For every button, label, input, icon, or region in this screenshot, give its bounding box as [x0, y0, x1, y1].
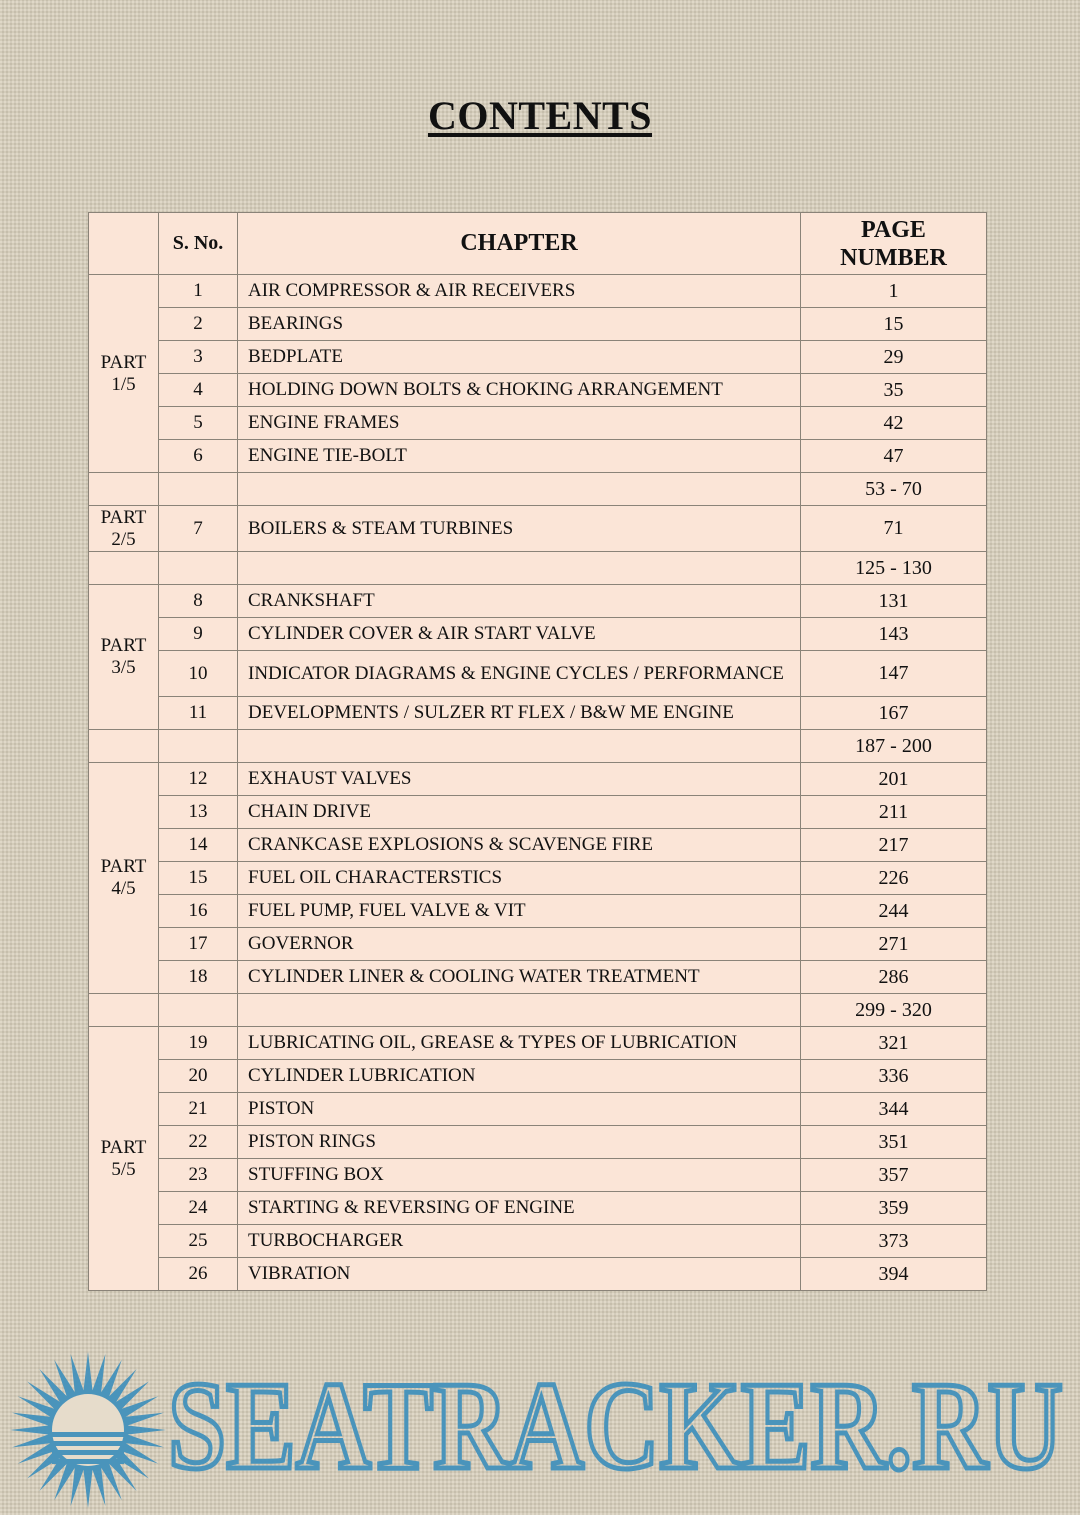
table-row: [89, 275, 987, 308]
table-row: [89, 862, 987, 895]
row-page: 15: [801, 308, 987, 341]
table-row: [89, 585, 987, 618]
table-row: [89, 618, 987, 651]
row-page: 42: [801, 407, 987, 440]
row-chapter: DEVELOPMENTS / SULZER RT FLEX / B&W ME ENGINE: [238, 697, 801, 730]
row-chapter: VIBRATION: [238, 1258, 801, 1291]
row-sno: 24: [159, 1192, 238, 1225]
row-sno: 19: [159, 1027, 238, 1060]
table-row: [89, 440, 987, 473]
page-range: 299 - 320: [801, 994, 987, 1027]
page-range: 187 - 200: [801, 730, 987, 763]
table-row: [89, 796, 987, 829]
table-row: [89, 829, 987, 862]
page-title: CONTENTS: [427, 93, 653, 138]
row-chapter: BEDPLATE: [238, 341, 801, 374]
row-sno: 25: [159, 1225, 238, 1258]
row-sno: 3: [159, 341, 238, 374]
separator-row: [89, 552, 987, 585]
sun-logo-icon: [10, 1352, 166, 1508]
header-sno: S. No.: [159, 213, 238, 275]
row-sno: 17: [159, 928, 238, 961]
row-sno: 1: [159, 275, 238, 308]
row-chapter: PISTON RINGS: [238, 1126, 801, 1159]
separator-row: [89, 994, 987, 1027]
table-row: [89, 407, 987, 440]
row-chapter: STARTING & REVERSING OF ENGINE: [238, 1192, 801, 1225]
table-row: [89, 895, 987, 928]
row-sno: 15: [159, 862, 238, 895]
row-page: 394: [801, 1258, 987, 1291]
sun-wave: [52, 1450, 124, 1455]
sun-disc: [52, 1394, 124, 1466]
row-sno: 4: [159, 374, 238, 407]
sun-wave: [52, 1459, 124, 1464]
row-chapter: CHAIN DRIVE: [238, 796, 801, 829]
row-chapter: EXHAUST VALVES: [238, 763, 801, 796]
row-sno: 22: [159, 1126, 238, 1159]
table-row: [89, 374, 987, 407]
row-chapter: ENGINE FRAMES: [238, 407, 801, 440]
row-chapter: HOLDING DOWN BOLTS & CHOKING ARRANGEMENT: [238, 374, 801, 407]
row-chapter: CYLINDER LINER & COOLING WATER TREATMENT: [238, 961, 801, 994]
row-page: 147: [801, 651, 987, 697]
table-row: [89, 1060, 987, 1093]
row-sno: 10: [159, 651, 238, 697]
row-chapter: TURBOCHARGER: [238, 1225, 801, 1258]
table-row: [89, 1225, 987, 1258]
table-row: [89, 961, 987, 994]
row-chapter: GOVERNOR: [238, 928, 801, 961]
row-sno: 14: [159, 829, 238, 862]
row-page: 359: [801, 1192, 987, 1225]
row-sno: 8: [159, 585, 238, 618]
row-sno: 23: [159, 1159, 238, 1192]
page-range: 53 - 70: [801, 473, 987, 506]
row-page: 47: [801, 440, 987, 473]
table-row: [89, 697, 987, 730]
table-row: [89, 1192, 987, 1225]
row-page: 35: [801, 374, 987, 407]
seatracker-watermark: [0, 1350, 1080, 1515]
contents-table: [88, 212, 987, 1291]
part-label: PART 3/5: [89, 585, 159, 730]
page-range: 125 - 130: [801, 552, 987, 585]
row-chapter: CYLINDER COVER & AIR START VALVE: [238, 618, 801, 651]
table-row: [89, 1093, 987, 1126]
row-page: 286: [801, 961, 987, 994]
row-sno: 2: [159, 308, 238, 341]
row-page: 71: [801, 506, 987, 552]
watermark-text: SEATRACKER.RU: [168, 1357, 1063, 1496]
row-chapter: AIR COMPRESSOR & AIR RECEIVERS: [238, 275, 801, 308]
row-page: 211: [801, 796, 987, 829]
row-sno: 9: [159, 618, 238, 651]
row-sno: 18: [159, 961, 238, 994]
row-sno: 20: [159, 1060, 238, 1093]
part-label: PART 4/5: [89, 763, 159, 994]
part-label: PART 2/5: [89, 506, 159, 552]
table-row: [89, 928, 987, 961]
row-chapter: FUEL OIL CHARACTERSTICS: [238, 862, 801, 895]
row-chapter: PISTON: [238, 1093, 801, 1126]
table-row: [89, 341, 987, 374]
row-page: 373: [801, 1225, 987, 1258]
table-row: [89, 308, 987, 341]
table-row: [89, 651, 987, 697]
row-page: 351: [801, 1126, 987, 1159]
row-chapter: CRANKCASE EXPLOSIONS & SCAVENGE FIRE: [238, 829, 801, 862]
row-page: 344: [801, 1093, 987, 1126]
separator-row: [89, 730, 987, 763]
row-chapter: STUFFING BOX: [238, 1159, 801, 1192]
table-row: [89, 1159, 987, 1192]
separator-row: [89, 473, 987, 506]
row-sno: 7: [159, 506, 238, 552]
row-sno: 6: [159, 440, 238, 473]
row-sno: 13: [159, 796, 238, 829]
table-row: [89, 763, 987, 796]
row-chapter: BEARINGS: [238, 308, 801, 341]
table-row: [89, 1027, 987, 1060]
part-label: PART 1/5: [89, 275, 159, 473]
row-chapter: ENGINE TIE-BOLT: [238, 440, 801, 473]
row-sno: 21: [159, 1093, 238, 1126]
row-sno: 26: [159, 1258, 238, 1291]
row-page: 357: [801, 1159, 987, 1192]
row-chapter: BOILERS & STEAM TURBINES: [238, 506, 801, 552]
header-part: [89, 213, 159, 275]
row-chapter: FUEL PUMP, FUEL VALVE & VIT: [238, 895, 801, 928]
row-sno: 12: [159, 763, 238, 796]
row-page: 131: [801, 585, 987, 618]
row-page: 226: [801, 862, 987, 895]
row-page: 167: [801, 697, 987, 730]
row-chapter: CYLINDER LUBRICATION: [238, 1060, 801, 1093]
row-page: 217: [801, 829, 987, 862]
header-page-number: PAGE NUMBER: [801, 213, 987, 275]
row-page: 271: [801, 928, 987, 961]
row-sno: 16: [159, 895, 238, 928]
part-label: PART 5/5: [89, 1027, 159, 1291]
table-row: [89, 1258, 987, 1291]
row-page: 143: [801, 618, 987, 651]
table-row: [89, 1126, 987, 1159]
row-sno: 5: [159, 407, 238, 440]
row-page: 1: [801, 275, 987, 308]
sun-wave: [52, 1432, 124, 1437]
sun-wave: [52, 1441, 124, 1446]
row-page: 336: [801, 1060, 987, 1093]
row-page: 244: [801, 895, 987, 928]
row-chapter: CRANKSHAFT: [238, 585, 801, 618]
row-chapter: LUBRICATING OIL, GREASE & TYPES OF LUBRICATION: [238, 1027, 801, 1060]
row-page: 29: [801, 341, 987, 374]
row-chapter: INDICATOR DIAGRAMS & ENGINE CYCLES / PERFORMANCE: [238, 651, 801, 697]
table-header-row: [89, 213, 987, 275]
table-row: [89, 506, 987, 552]
row-page: 201: [801, 763, 987, 796]
header-chapter: CHAPTER: [238, 213, 801, 275]
row-page: 321: [801, 1027, 987, 1060]
row-sno: 11: [159, 697, 238, 730]
